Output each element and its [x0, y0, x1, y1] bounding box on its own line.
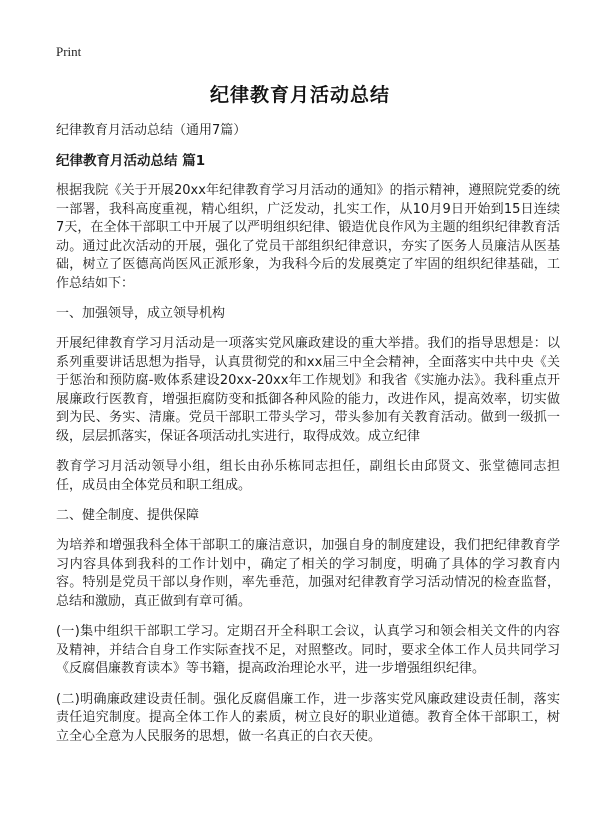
print-label[interactable]: Print: [56, 44, 82, 59]
intro-paragraph: 根据我院《关于开展20xx年纪律教育学习月活动的通知》的指示精神，遵照院党委的统一部署，我科高度重视，精心组织，广泛发动，扎实工作，从10月9日开始到15日连续7天，在全体干部职工中开展了以严明组织纪律、锻造优良作风为主题的组织纪律教育活动。通过此次活动的开展，强化了党员干部组织纪律意识，夯实了医务人员廉洁从医基础，树立了医德高尚医风正派形象，为我科今后的发展奠定了牢固的组织纪律基础，工作总结如下：: [56, 183, 560, 291]
section-1-paragraph-1: 开展纪律教育学习月活动是一项落实党风廉政建设的重大举措。我们的指导思想是：以系列重要讲话思想为指导，认真贯彻党的和xx届三中全会精神，全面落实中共中央《关于惩治和预防腐-败体系建设20xx-20xx年工作规划》和我省《实施办法》。我科重点开展廉政行医教育，增强拒腐防变和抵御各种风险的能力，改进作风，提高效率，切实做到为民、务实、清廉。党员干部职工带头学习，带头参加有关教育活动。做到一级抓一级，层层抓落实，保证各项活动扎实进行，取得成效。成立纪律: [56, 336, 560, 444]
section-2-paragraph-1: 为培养和增强我科全体干部职工的廉洁意识，加强自身的制度建设，我们把纪律教育学习内容具体到我科的工作计划中，确定了相关的学习制度，明确了具体的学习教育内容。特别是党员干部以身作则，率先垂范，加强对纪律教育学习活动情况的检查监督，总结和激励，真正做到有章可循。: [56, 538, 560, 609]
section-2-title: 二、健全制度、提供保障: [56, 508, 200, 523]
section-2-paragraph-3: (二)明确廉政建设责任制。强化反腐倡廉工作，进一步落实党风廉政建设责任制，落实责任追究制度。提高全体工作人的素质，树立良好的职业道德。教育全体干部职工，树立全心全意为人民服务的思想，做一名真正的白衣天使。: [56, 691, 560, 744]
document-subtitle: 纪律教育月活动总结（通用7篇）: [56, 123, 247, 138]
section-1-title: 一、加强领导，成立领导机构: [56, 306, 226, 321]
section-2-paragraph-2: (一)集中组织干部职工学习。定期召开全科职工会议，认真学习和领会相关文件的内容及精神，并结合自身工作实际查找不足，对照整改。同时，要求全体工作人员共同学习《反腐倡廉教育读本》等书籍，提高政治理论水平，进一步增强组织纪律。: [56, 624, 560, 676]
section-1-paragraph-2: 教育学习月活动领导小组，组长由孙乐栋同志担任，副组长由邱贤文、张堂德同志担任，成员由全体党员和职工组成。: [56, 459, 560, 493]
document-body: [56, 122, 560, 758]
document-title: 纪律教育月活动总结: [209, 84, 390, 106]
article-heading: 纪律教育月活动总结 篇1: [56, 153, 206, 169]
